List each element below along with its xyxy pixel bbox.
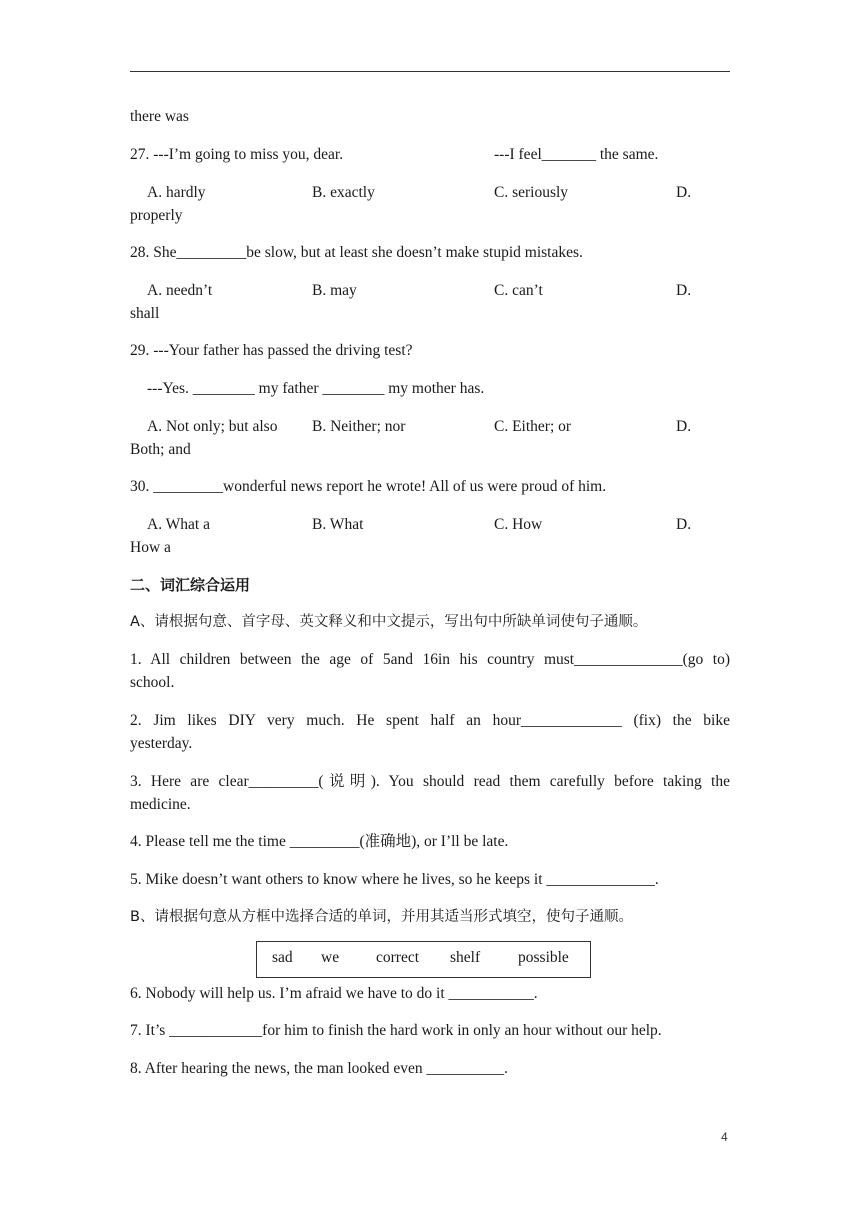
word-box-word: correct: [376, 949, 420, 966]
page-number: 4: [721, 1130, 728, 1144]
option-c: C. seriously: [494, 184, 569, 201]
word-box: [256, 941, 591, 978]
option-d-text: properly: [130, 207, 183, 224]
vocab-item-5: 5. Mike doesn’t want others to know where he lives, so he keeps it ______________.: [130, 871, 659, 888]
option-d: D.: [676, 516, 692, 533]
option-d: D.: [676, 184, 692, 201]
word-box-word: we: [321, 949, 340, 966]
vocab-item-2-wrap: yesterday.: [130, 735, 193, 752]
continuation-text: there was: [130, 108, 189, 125]
option-b: B. may: [312, 282, 357, 299]
question-28-stem: 28. She_________be slow, but at least she doesn’t make stupid mistakes.: [130, 244, 583, 261]
question-29-stem: 29. ---Your father has passed the driving test?: [130, 342, 413, 359]
option-d-text: How a: [130, 539, 171, 556]
vocab-item-4: 4. Please tell me the time _________(准确地), or I’ll be late.: [130, 833, 509, 850]
question-27-reply: ---I feel_______ the same.: [494, 146, 659, 163]
option-a: A. Not only; but also: [147, 418, 278, 435]
word-box-word: sad: [272, 949, 293, 966]
vocab-item-1: 1. All children between the age of 5and 16in his country must______________(go to): [130, 651, 730, 668]
option-a: A. What a: [147, 516, 210, 533]
section-heading: 二、词汇综合运用: [130, 576, 251, 594]
option-c: C. can’t: [494, 282, 543, 299]
option-b: B. exactly: [312, 184, 375, 201]
fill-item-6: 6. Nobody will help us. I’m afraid we have to do it ___________.: [130, 985, 538, 1002]
part-a-instruction: A、请根据句意、首字母、英文释义和中文提示，写出句中所缺单词使句子通顺。: [130, 614, 648, 630]
question-29-reply: ---Yes. ________ my father ________ my mother has.: [147, 380, 485, 397]
option-b: B. What: [312, 516, 364, 533]
vocab-item-1-wrap: school.: [130, 674, 175, 691]
vocab-item-3-wrap: medicine.: [130, 796, 191, 813]
option-d-text: shall: [130, 305, 160, 322]
word-box-word: shelf: [450, 949, 481, 966]
part-b-instruction: B、请根据句意从方框中选择合适的单词，并用其适当形式填空，使句子通顺。: [130, 909, 633, 925]
option-d-text: Both; and: [130, 441, 191, 458]
option-b: B. Neither; nor: [312, 418, 406, 435]
option-a: A. hardly: [147, 184, 206, 201]
option-d: D.: [676, 418, 692, 435]
option-d: D.: [676, 282, 692, 299]
option-c: C. Either; or: [494, 418, 572, 435]
vocab-item-2: 2. Jim likes DIY very much. He spent half an hour_____________ (fix) the bike: [130, 712, 730, 729]
option-a: A. needn’t: [147, 282, 213, 299]
question-27-stem: 27. ---I’m going to miss you, dear.: [130, 146, 344, 163]
fill-item-8: 8. After hearing the news, the man looked even __________.: [130, 1060, 508, 1077]
word-box-word: possible: [518, 949, 569, 966]
vocab-item-3: 3. Here are clear_________(说明). You should read them carefully before taking the: [130, 773, 730, 790]
option-c: C. How: [494, 516, 543, 533]
question-30-stem: 30. _________wonderful news report he wrote! All of us were proud of him.: [130, 478, 607, 495]
fill-item-7: 7. It’s ____________for him to finish the hard work in only an hour without our help.: [130, 1022, 662, 1039]
header-rule: [130, 71, 730, 72]
